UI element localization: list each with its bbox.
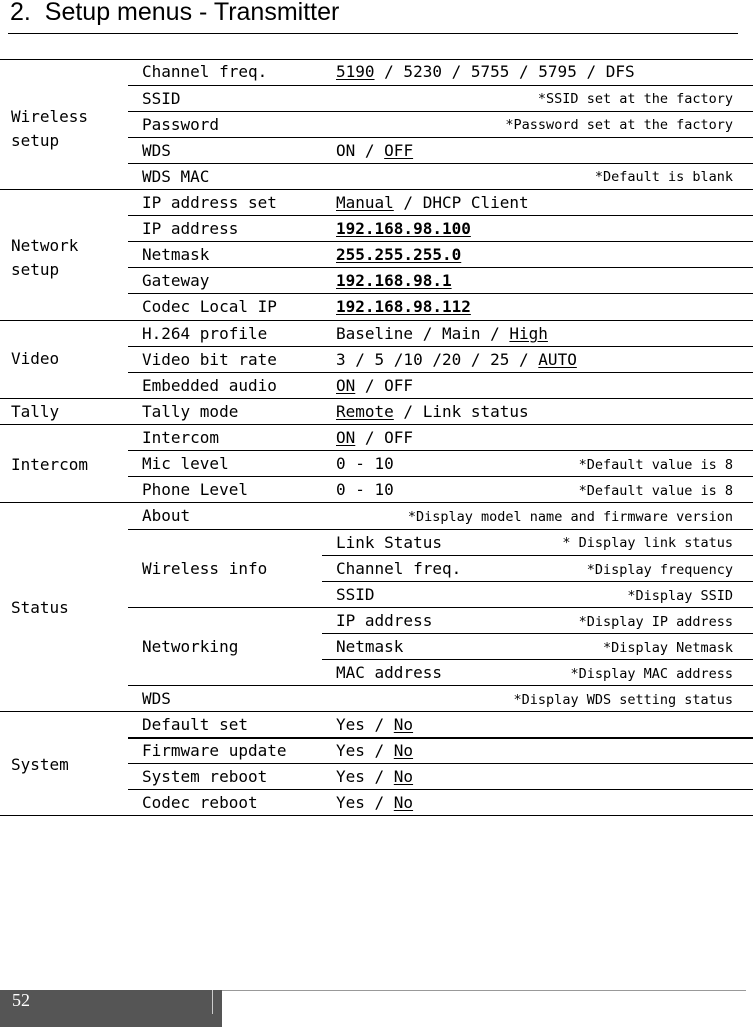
- subgroup-wireless-info: Wireless info: [142, 559, 268, 578]
- table-rule: [128, 529, 753, 530]
- row-note: *SSID set at the factory: [537, 91, 733, 107]
- table-rule: [128, 111, 753, 112]
- other-options: ON /: [336, 141, 385, 160]
- default-option: No: [393, 793, 414, 812]
- row-label: Phone Level: [142, 480, 248, 499]
- section-system: System: [11, 755, 69, 774]
- default-option: Manual: [336, 193, 394, 212]
- row-value: [336, 378, 413, 394]
- default-option: ON: [336, 428, 356, 447]
- table-rule: [128, 789, 753, 790]
- row-label: WDS: [142, 689, 171, 708]
- table-rule: [128, 763, 753, 764]
- row-note: *Display MAC address: [570, 666, 733, 682]
- row-label: WDS: [142, 141, 171, 160]
- default-option: OFF: [384, 141, 414, 160]
- row-label: Intercom: [142, 428, 220, 447]
- other-options: Yes /: [336, 767, 394, 786]
- section-network-setup: Network setup: [11, 236, 79, 279]
- row-value: 0 - 10: [336, 480, 394, 499]
- table-rule: [128, 346, 753, 347]
- table-rule: [128, 163, 753, 164]
- row-label: Link Status: [336, 533, 442, 552]
- table-rule: [322, 633, 753, 634]
- row-note: *Display WDS setting status: [513, 692, 733, 708]
- row-note: *Display Netmask: [602, 640, 733, 656]
- row-label: Default set: [142, 715, 248, 734]
- table-rule: [0, 189, 753, 190]
- table-rule: [0, 320, 753, 321]
- section-wireless-setup: Wireless setup: [11, 107, 89, 150]
- default-option: No: [393, 767, 414, 786]
- row-label: Embedded audio: [142, 376, 277, 395]
- table-rule: [128, 137, 753, 138]
- row-label: Firmware update: [142, 741, 287, 760]
- row-value: [336, 743, 413, 759]
- default-option: No: [393, 715, 414, 734]
- row-label: H.264 profile: [142, 324, 268, 343]
- table-rule: [128, 293, 753, 294]
- default-option: 5190: [336, 62, 375, 81]
- table-rule: [0, 502, 753, 503]
- row-label: About: [142, 506, 191, 525]
- heading-rule: [8, 33, 738, 34]
- table-rule: [0, 815, 753, 816]
- row-note: *Display SSID: [627, 588, 733, 604]
- footer-rule: [222, 990, 746, 991]
- table-rule: [128, 476, 753, 477]
- table-rule: [322, 555, 753, 556]
- row-note: *Display model name and firmware version: [407, 509, 733, 525]
- section-video: Video: [11, 349, 60, 368]
- table-rule: [128, 607, 753, 608]
- row-label: Netmask: [142, 245, 210, 264]
- row-note: * Display link status: [562, 535, 733, 551]
- row-label: System reboot: [142, 767, 268, 786]
- row-note: *Default is blank: [594, 169, 733, 185]
- default-option: ON: [336, 376, 356, 395]
- default-option: AUTO: [538, 350, 577, 369]
- row-label: Codec Local IP: [142, 297, 277, 316]
- row-label: MAC address: [336, 663, 442, 682]
- row-label: IP address: [142, 219, 239, 238]
- other-options: Baseline / Main /: [336, 324, 510, 343]
- default-option: High: [509, 324, 548, 343]
- table-rule: [128, 737, 753, 739]
- row-value: [336, 430, 413, 446]
- row-label: Tally mode: [142, 402, 239, 421]
- table-rule: [128, 85, 753, 86]
- row-label: Mic level: [142, 454, 229, 473]
- row-label: Codec reboot: [142, 793, 258, 812]
- row-label: Password: [142, 115, 220, 134]
- row-value: 192.168.98.112: [336, 297, 471, 316]
- other-options: / 5230 / 5755 / 5795 / DFS: [374, 62, 635, 81]
- row-note: *Display frequency: [586, 562, 733, 578]
- table-rule: [128, 241, 753, 242]
- row-label: WDS MAC: [142, 167, 210, 186]
- row-value: [336, 195, 529, 211]
- table-rule: [128, 685, 753, 686]
- row-value: 255.255.255.0: [336, 245, 462, 264]
- row-value: 0 - 10: [336, 454, 394, 473]
- row-note: *Default value is 8: [578, 483, 733, 499]
- other-options: / OFF: [355, 428, 414, 447]
- row-label: IP address: [336, 611, 433, 630]
- row-value: [336, 404, 529, 420]
- row-label: Channel freq.: [336, 559, 462, 578]
- other-options: / OFF: [355, 376, 414, 395]
- table-rule: [0, 711, 753, 712]
- table-rule: [128, 267, 753, 268]
- section-tally: Tally: [11, 402, 60, 421]
- row-value: 192.168.98.1: [336, 271, 452, 290]
- row-note: *Password set at the factory: [505, 117, 733, 133]
- table-rule: [0, 59, 753, 60]
- footer-divider: [212, 990, 213, 1014]
- table-rule: [0, 398, 753, 399]
- row-value: [336, 352, 577, 368]
- section-status: Status: [11, 598, 69, 617]
- table-rule: [0, 424, 753, 425]
- row-label: Netmask: [336, 637, 404, 656]
- table-rule: [128, 215, 753, 216]
- section-intercom: Intercom: [11, 455, 89, 474]
- default-option: No: [393, 741, 414, 760]
- row-label: IP address set: [142, 193, 277, 212]
- row-value: [336, 143, 413, 159]
- row-note: *Display IP address: [578, 614, 733, 630]
- table-rule: [322, 659, 753, 660]
- row-value: [336, 769, 413, 785]
- row-value: [336, 326, 548, 342]
- row-label: Gateway: [142, 271, 210, 290]
- row-label: Channel freq.: [142, 62, 268, 81]
- heading-title: Setup menus - Transmitter: [44, 0, 340, 26]
- row-value: [336, 64, 635, 80]
- subgroup-networking: Networking: [142, 637, 239, 656]
- table-rule: [128, 450, 753, 451]
- other-options: 3 / 5 /10 /20 / 25 /: [336, 350, 539, 369]
- page-number: 52: [12, 990, 30, 1010]
- row-note: *Default value is 8: [578, 457, 733, 473]
- row-value: [336, 717, 413, 733]
- row-value: [336, 795, 413, 811]
- table-rule: [128, 372, 753, 373]
- row-label: SSID: [336, 585, 375, 604]
- heading-number: 2.: [10, 0, 31, 26]
- other-options: / DHCP Client: [393, 193, 529, 212]
- other-options: Yes /: [336, 715, 394, 734]
- page-footer: [0, 990, 222, 1027]
- row-value: 192.168.98.100: [336, 219, 471, 238]
- row-label: Video bit rate: [142, 350, 277, 369]
- other-options: Yes /: [336, 741, 394, 760]
- table-rule: [322, 581, 753, 582]
- other-options: / Link status: [393, 402, 529, 421]
- row-label: SSID: [142, 89, 181, 108]
- other-options: Yes /: [336, 793, 394, 812]
- page-heading: [10, 0, 339, 27]
- default-option: Remote: [336, 402, 394, 421]
